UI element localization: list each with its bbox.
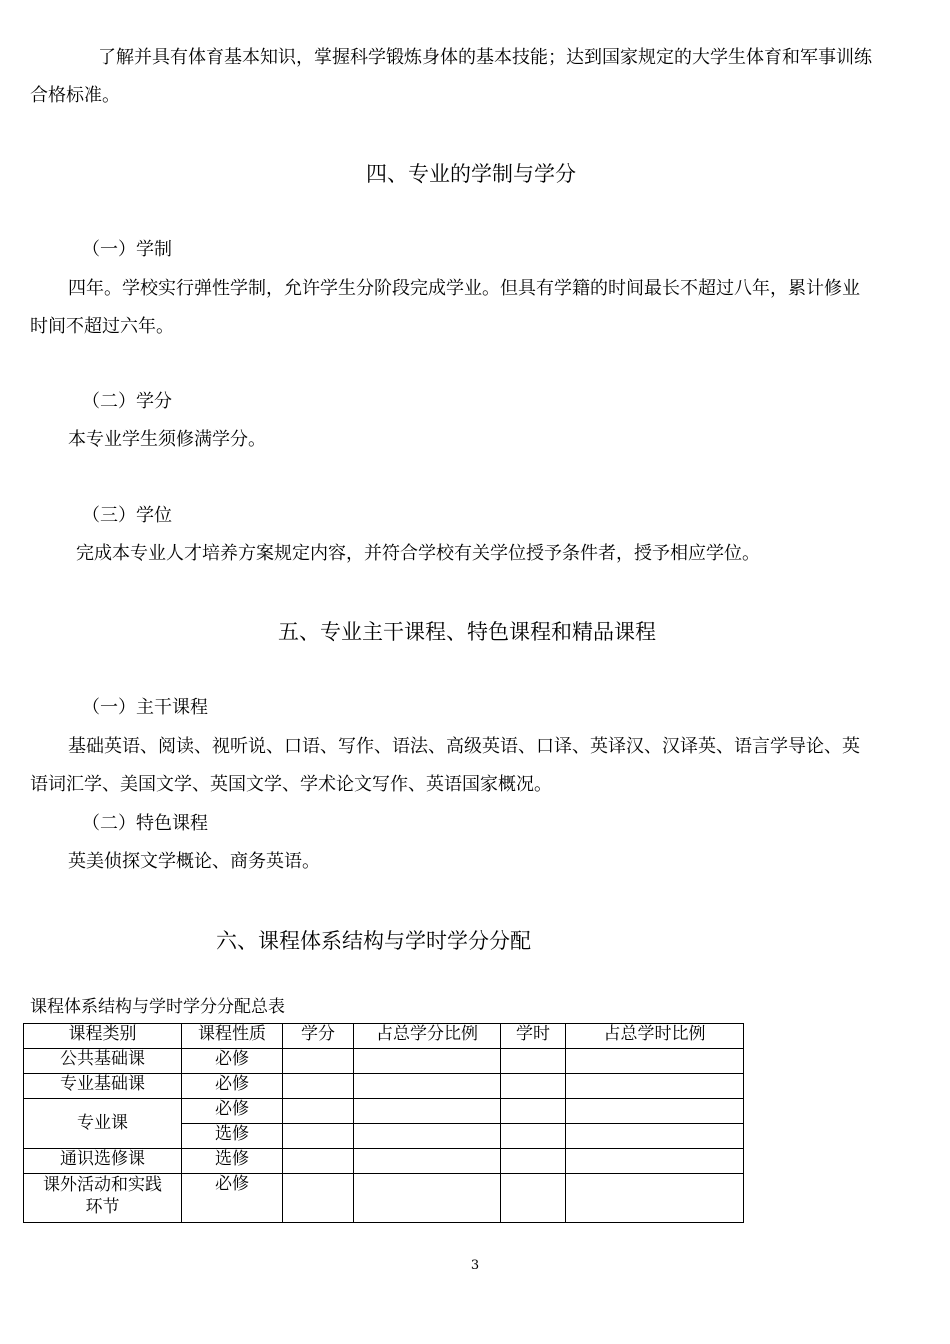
header-hour-ratio: 占总学时比例 bbox=[566, 1024, 744, 1049]
cell-category bbox=[24, 1174, 182, 1223]
cell-credit-ratio bbox=[354, 1149, 501, 1174]
section-4-heading-2: （二）学分 bbox=[82, 391, 172, 412]
cell-credits bbox=[283, 1099, 354, 1124]
section-6-title: 六、课程体系结构与学时学分分配 bbox=[216, 929, 531, 953]
intro-line-2: 合格标准。 bbox=[30, 85, 120, 106]
cell-category: 通识选修课 bbox=[24, 1149, 182, 1174]
cell-category-line-2: 环节 bbox=[85, 1197, 120, 1217]
cell-credits bbox=[283, 1124, 354, 1149]
section-4-paragraph-1-line-2: 时间不超过六年。 bbox=[30, 316, 174, 337]
section-5-title: 五、专业主干课程、特色课程和精品课程 bbox=[278, 620, 656, 644]
cell-category: 专业课 bbox=[24, 1099, 182, 1149]
cell-hour-ratio bbox=[566, 1149, 744, 1174]
table-header-row bbox=[24, 1024, 744, 1049]
cell-credits bbox=[283, 1049, 354, 1074]
cell-hours bbox=[501, 1124, 566, 1149]
cell-hours bbox=[501, 1099, 566, 1124]
table-caption: 课程体系结构与学时学分分配总表 bbox=[30, 997, 285, 1017]
header-credits: 学分 bbox=[283, 1024, 354, 1049]
header-hours: 学时 bbox=[501, 1024, 566, 1049]
table-row bbox=[24, 1074, 744, 1099]
cell-category: 公共基础课 bbox=[24, 1049, 182, 1074]
section-4-heading-1: （一）学制 bbox=[82, 239, 172, 260]
cell-credits bbox=[283, 1149, 354, 1174]
page-number: 3 bbox=[470, 1258, 480, 1273]
cell-nature: 选修 bbox=[182, 1149, 283, 1174]
header-course-category: 课程类别 bbox=[24, 1024, 182, 1049]
cell-hours bbox=[501, 1049, 566, 1074]
cell-hours bbox=[501, 1074, 566, 1099]
table-row bbox=[24, 1174, 744, 1223]
cell-hour-ratio bbox=[566, 1074, 744, 1099]
cell-nature: 必修 bbox=[182, 1074, 283, 1099]
cell-credit-ratio bbox=[354, 1174, 501, 1223]
section-5-heading-2: （二）特色课程 bbox=[82, 813, 208, 834]
table-row bbox=[24, 1049, 744, 1074]
cell-credits bbox=[283, 1174, 354, 1223]
cell-credit-ratio bbox=[354, 1124, 501, 1149]
cell-nature: 必修 bbox=[182, 1174, 283, 1223]
section-4-paragraph-1-line-1: 四年。学校实行弹性学制，允许学生分阶段完成学业。但具有学籍的时间最长不超过八年，累计修业 bbox=[68, 278, 860, 299]
section-5-heading-1: （一）主干课程 bbox=[82, 697, 208, 718]
section-4-paragraph-2: 本专业学生须修满学分。 bbox=[68, 429, 266, 450]
cell-credit-ratio bbox=[354, 1099, 501, 1124]
section-5-paragraph-2: 英美侦探文学概论、商务英语。 bbox=[68, 851, 320, 872]
section-4-title: 四、专业的学制与学分 bbox=[366, 162, 576, 186]
cell-credit-ratio bbox=[354, 1049, 501, 1074]
section-4-heading-3: （三）学位 bbox=[82, 505, 172, 526]
cell-hour-ratio bbox=[566, 1049, 744, 1074]
credit-allocation-table bbox=[23, 1023, 744, 1223]
cell-category: 专业基础课 bbox=[24, 1074, 182, 1099]
cell-credits bbox=[283, 1074, 354, 1099]
table-row bbox=[24, 1099, 744, 1124]
cell-hour-ratio bbox=[566, 1174, 744, 1223]
cell-nature: 必修 bbox=[182, 1099, 283, 1124]
cell-credit-ratio bbox=[354, 1074, 501, 1099]
cell-hour-ratio bbox=[566, 1124, 744, 1149]
cell-hour-ratio bbox=[566, 1099, 744, 1124]
section-5-paragraph-1-line-2: 语词汇学、美国文学、英国文学、学术论文写作、英语国家概况。 bbox=[30, 774, 552, 795]
table-row bbox=[24, 1149, 744, 1174]
section-5-paragraph-1-line-1: 基础英语、阅读、视听说、口语、写作、语法、高级英语、口译、英译汉、汉译英、语言学导论、英 bbox=[68, 736, 860, 757]
cell-hours bbox=[501, 1174, 566, 1223]
header-course-nature: 课程性质 bbox=[182, 1024, 283, 1049]
section-4-paragraph-3: 完成本专业人才培养方案规定内容，并符合学校有关学位授予条件者，授予相应学位。 bbox=[76, 543, 760, 564]
intro-line-1: 了解并具有体育基本知识，掌握科学锻炼身体的基本技能；达到国家规定的大学生体育和军事训练 bbox=[98, 47, 872, 68]
header-credit-ratio: 占总学分比例 bbox=[354, 1024, 501, 1049]
cell-nature: 必修 bbox=[182, 1049, 283, 1074]
cell-hours bbox=[501, 1149, 566, 1174]
cell-nature: 选修 bbox=[182, 1124, 283, 1149]
cell-category-line-1: 课外活动和实践 bbox=[43, 1175, 162, 1195]
